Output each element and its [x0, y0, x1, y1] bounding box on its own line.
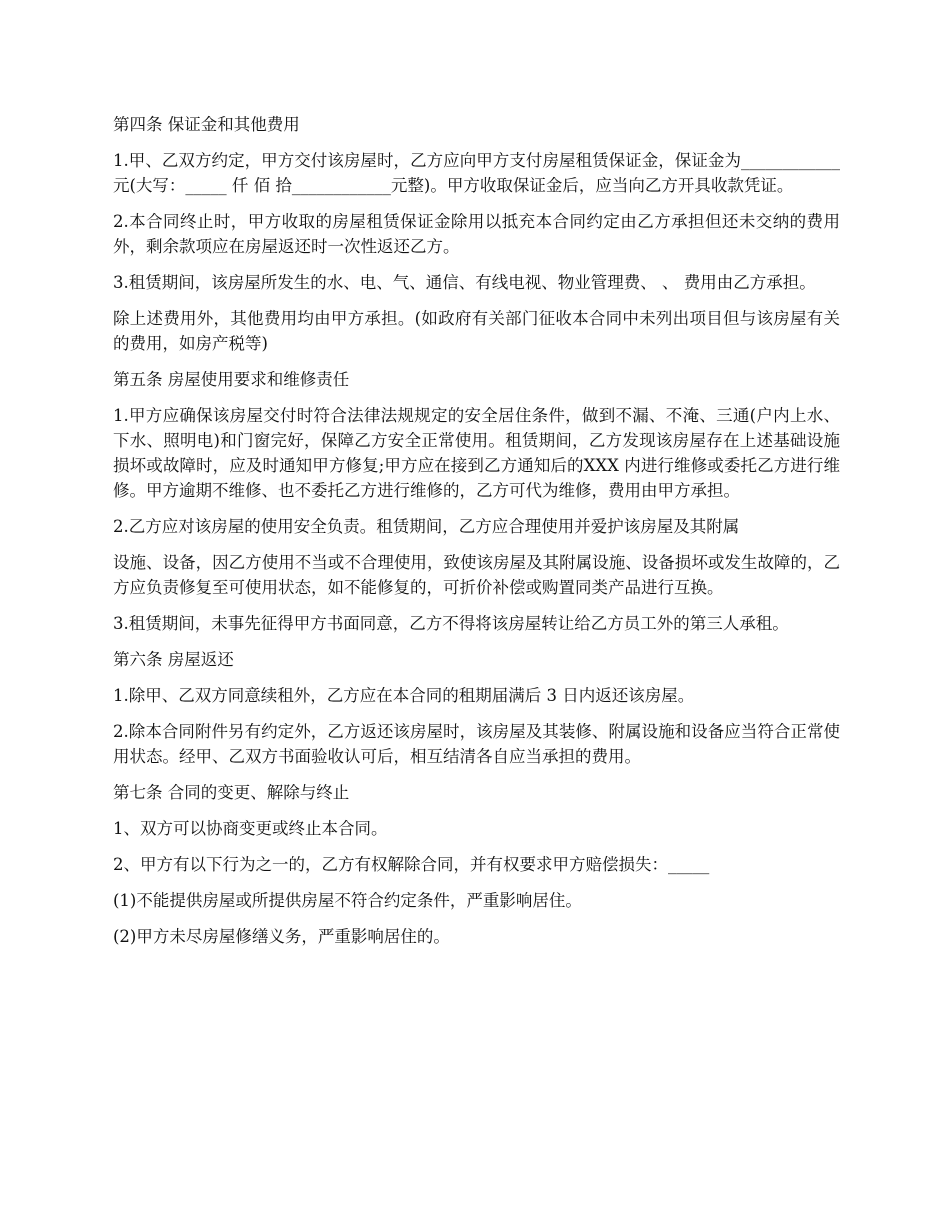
- clause-6-1: 1.除甲、乙双方同意续租外，乙方应在本合同的租期届满后 3 日内返还该房屋。: [113, 686, 695, 705]
- section-heading-4: 第四条 保证金和其他费用: [113, 115, 300, 134]
- clause-4-3: 3.租赁期间，该房屋所发生的水、电、气、通信、有线电视、物业管理费、 、 费用由乙方承担。: [113, 273, 816, 292]
- clause-6-2: 2.除本合同附件另有约定外，乙方返还该房屋时，该房屋及其装修、附属设施和设备应当符合正常使用状态。经甲、乙双方书面验收认可后，相互结清各自应当承担的费用。: [113, 722, 840, 766]
- clause-4-2: 2.本合同终止时，甲方收取的房屋租赁保证金除用以抵充本合同约定由乙方承担但还未交纳的费用外，剩余款项应在房屋返还时一次性返还乙方。: [113, 212, 840, 256]
- section-heading-6: 第六条 房屋返还: [113, 650, 234, 669]
- section-heading-7: 第七条 合同的变更、解除与终止: [113, 783, 350, 802]
- clause-7-1: 1、双方可以协商变更或终止本合同。: [113, 819, 388, 838]
- clause-7-2-item-2: (2)甲方未尽房屋修缮义务，严重影响居住的。: [113, 927, 450, 946]
- section-heading-5: 第五条 房屋使用要求和维修责任: [113, 370, 350, 389]
- clause-5-2-cont: 设施、设备，因乙方使用不当或不合理使用，致使该房屋及其附属设施、设备损坏或发生故障的，乙方应负责修复至可使用状态，如不能修复的，可折价补偿或购置同类产品进行互换。: [113, 553, 840, 597]
- clause-5-3: 3.租赁期间，未事先征得甲方书面同意，乙方不得将该房屋转让给乙方员工外的第三人承租。: [113, 614, 789, 633]
- clause-7-2: 2、甲方有以下行为之一的，乙方有权解除合同，并有权要求甲方赔偿损失：_____: [113, 855, 710, 874]
- clause-5-1: 1.甲方应确保该房屋交付时符合法律法规规定的安全居住条件，做到不漏、不淹、三通(户内上水、下水、照明电)和门窗完好，保障乙方安全正常使用。租赁期间，乙方发现该房屋存在上述基础设施损坏或故障时，应及时通知甲方修复;甲方应在接到乙方通知后的XXX 内进行维修或委托乙方进行维修。甲方逾期不维修、也不委托乙方进行维修的，乙方可代为维修，费用由甲方承担。: [113, 406, 840, 500]
- clause-7-2-item-1: (1)不能提供房屋或所提供房屋不符合约定条件，严重影响居住。: [113, 891, 582, 910]
- clause-4-note: 除上述费用外，其他费用均由甲方承担。(如政府有关部门征收本合同中未列出项目但与该房屋有关的费用，如房产税等): [113, 309, 840, 353]
- document-body: [113, 112, 840, 960]
- clause-5-2: 2.乙方应对该房屋的使用安全负责。租赁期间，乙方应合理使用并爱护该房屋及其附属: [113, 517, 740, 536]
- clause-4-1: 1.甲、乙双方约定，甲方交付该房屋时，乙方应向甲方支付房屋租赁保证金，保证金为____________元(大写：_____ 仟 佰 拾____________元整)。甲方收取保证金后，应当向乙方开具收款凭证。: [113, 151, 840, 195]
